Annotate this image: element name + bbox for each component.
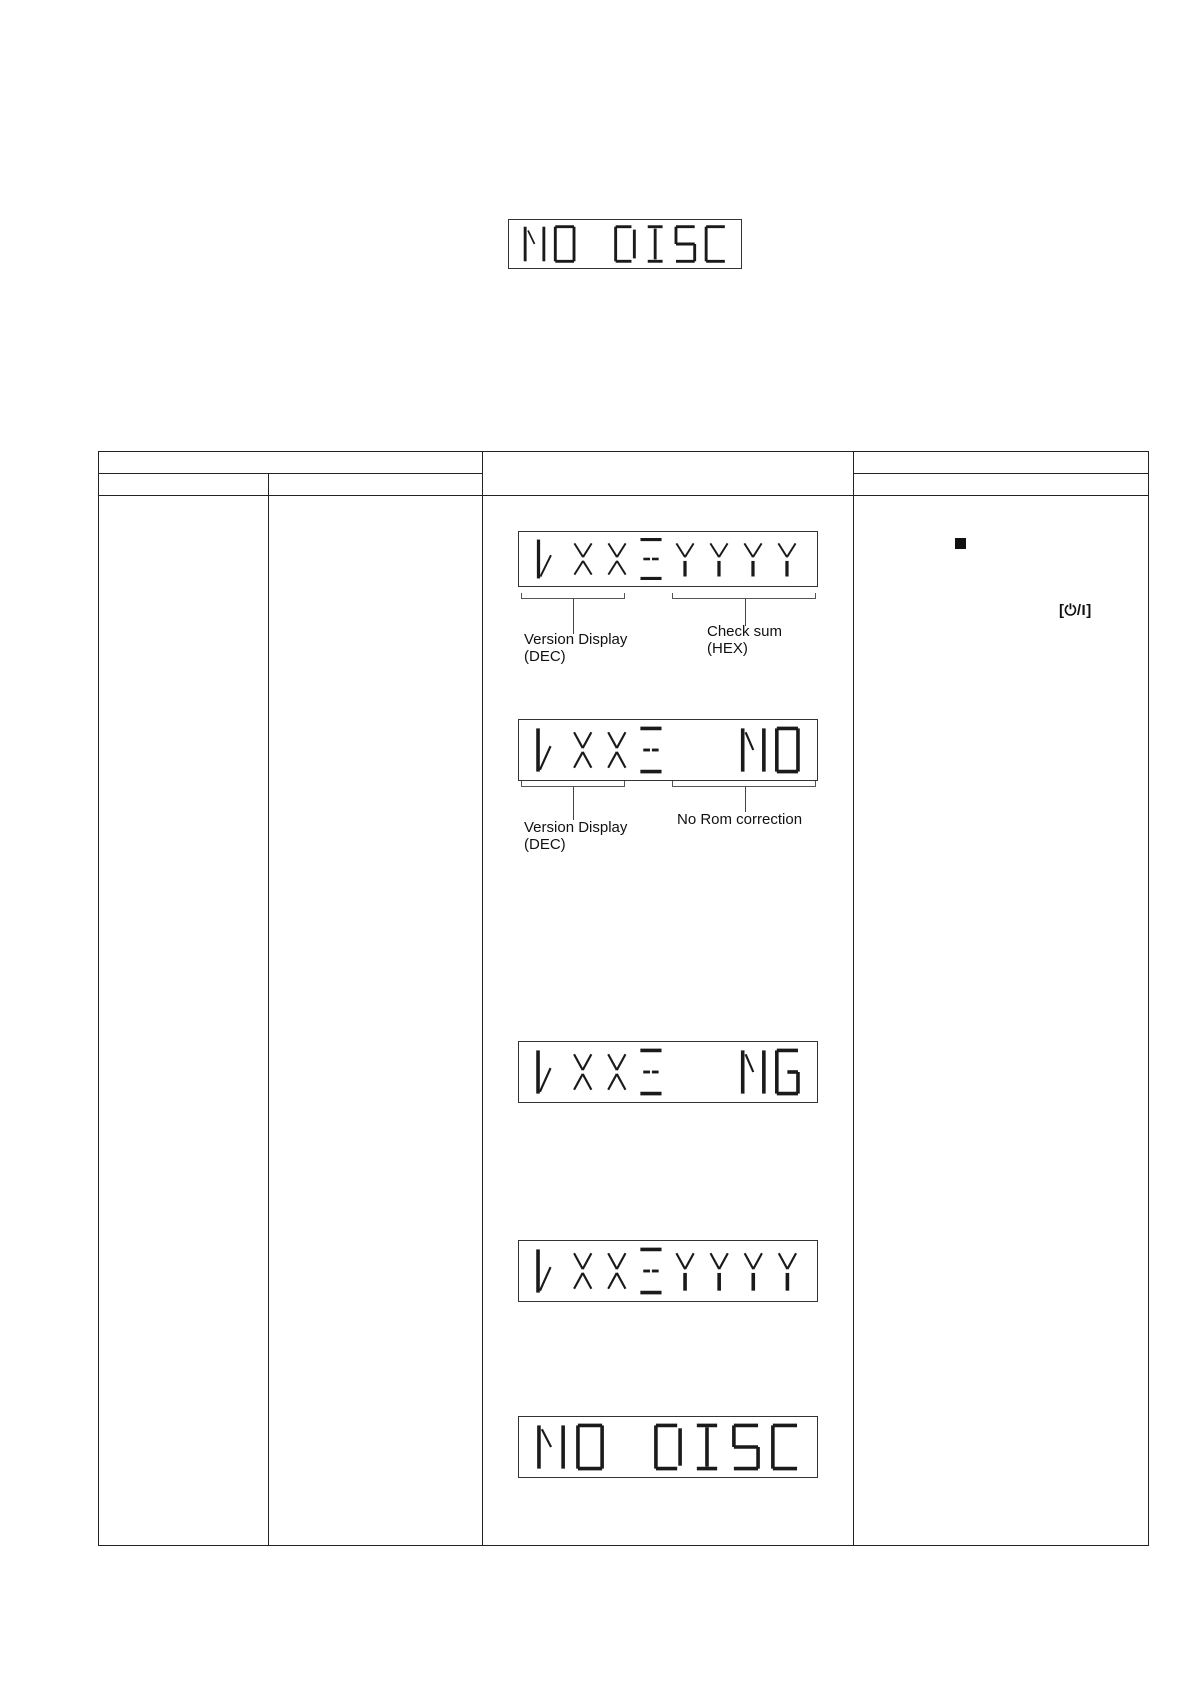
version-leader-1 bbox=[573, 599, 574, 634]
lcd-display-no-rom bbox=[518, 719, 818, 781]
table-col-divider-3 bbox=[853, 451, 854, 1546]
hex-label: (HEX) bbox=[707, 640, 748, 657]
table-header-bottom bbox=[98, 495, 1149, 496]
lcd-segments-checksum bbox=[519, 532, 817, 586]
checksum-bracket bbox=[672, 593, 816, 599]
no-rom-bracket bbox=[672, 781, 816, 787]
dec-label-1: (DEC) bbox=[524, 648, 566, 665]
table-col-divider-2 bbox=[482, 451, 483, 1546]
top-lcd-segments bbox=[509, 220, 741, 268]
no-rom-label: No Rom correction bbox=[677, 811, 803, 828]
table-left-border bbox=[98, 451, 99, 1546]
table-bottom-border bbox=[98, 1545, 1149, 1546]
power-key-label: [⏻/I] bbox=[1059, 602, 1092, 619]
version-leader-2 bbox=[573, 787, 574, 820]
table-subheader-line-right bbox=[854, 473, 1149, 474]
no-rom-leader bbox=[745, 787, 746, 812]
lcd-segments-no-disc bbox=[519, 1417, 817, 1477]
lcd-display-ng bbox=[518, 1041, 818, 1103]
lcd-segments-no-rom bbox=[519, 720, 817, 780]
top-lcd-display bbox=[508, 219, 742, 269]
lcd-display-no-disc bbox=[518, 1416, 818, 1478]
lcd-segments-version-checksum bbox=[519, 1241, 817, 1301]
version-display-label-1: Version Display bbox=[524, 631, 628, 648]
lcd-display-version-checksum bbox=[518, 1240, 818, 1302]
lcd-display-checksum bbox=[518, 531, 818, 587]
lcd-segments-ng bbox=[519, 1042, 817, 1102]
version-display-label-2: Version Display bbox=[524, 819, 628, 836]
dec-label-2: (DEC) bbox=[524, 836, 566, 853]
table-col-divider-1 bbox=[268, 473, 269, 1546]
table-subheader-line-left bbox=[98, 473, 483, 474]
check-sum-label: Check sum bbox=[707, 623, 783, 640]
checksum-leader bbox=[745, 599, 746, 626]
table-right-border bbox=[1148, 451, 1149, 1546]
stop-icon bbox=[955, 538, 966, 549]
table-top-border bbox=[98, 451, 1149, 452]
